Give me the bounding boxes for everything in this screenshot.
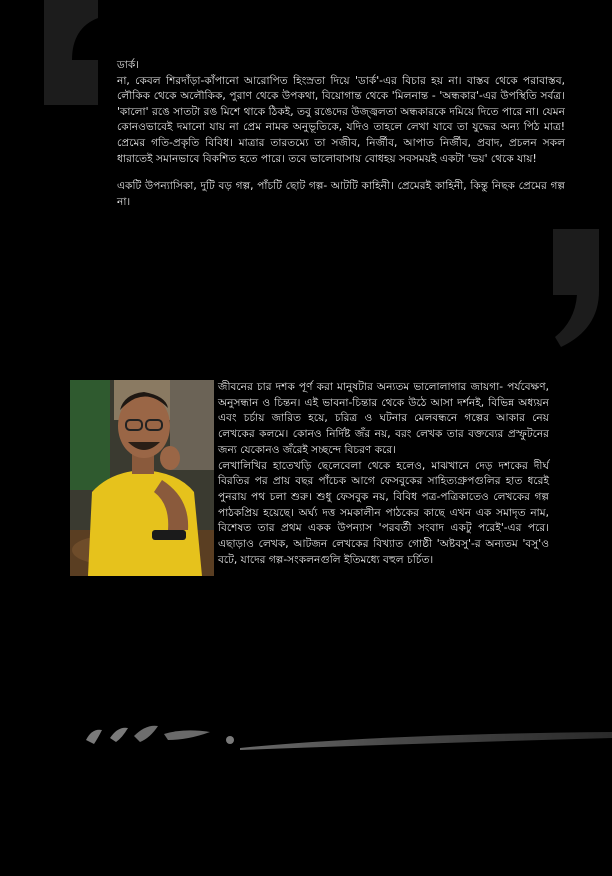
brush-stroke-decoration (80, 718, 612, 758)
bio-paragraph-1: জীবনের চার দশক পূর্ণ করা মানুষটার অন্যতম ভালোলাগার জায়গা- পর্যবেক্ষণ, অনুসন্ধান ও চিন্তন। এই ভাবনা-চিন্তার থেকে উঠে আসা দর্শনই, বিভিন্ন অধ্যয়ন এবং চর্চায় জারিত হয়ে, চরিত্র ও ঘটনার মেলবন্ধনে গল্পের আকার নেয় লেখকের কলমে। কোনও নির্দিষ্ট জঁর নয়, বরং লেখক তার বক্তব্যের প্রস্ফুটনের জন্য যেকোনও জঁরেই সচ্ছন্দে বিচরণ করে। (218, 381, 549, 456)
author-photo (70, 380, 214, 576)
blurb-paragraph-2: একটি উপন্যাসিকা, দুটি বড় গল্প, পাঁচটি ছোট গল্প- আটটি কাহিনী। প্রেমেরই কাহিনী, কিন্তু নিছক প্রেমের গল্প না। (117, 180, 565, 208)
blurb-paragraph-1: না, কেবল শিরদাঁড়া-কাঁপানো আরোপিত হিংস্রতা দিয়ে 'ডার্ক'-এর বিচার হয় না। বাস্তব থেকে পরাবাস্তব, লৌকিক থেকে অলৌকিক, পুরাণ থেকে উপকথা, বিয়োগান্ত থেকে 'মিলনান্ত - 'অন্ধকার'-এর উপস্থিতি সর্বত্র। 'কালো' রঙে সাতটা রঙ মিশে থাকে ঠিকই, তবু রঙেদের উজ্জ্বলতা অন্ধকারকে দমিয়ে দিতে পারে না। যেমন কোনওভাবেই দমানো যায় না প্রেম নামক অনুভূতিকে, যদিও তাহলে লেখা যাবে তা যুদ্ধের অন্য পিঠ মাত্র! প্রেমের গতি-প্রকৃতি বিবিধ। মাত্রার তারতম্যে তা সজীব, নির্জীব, আপাত নির্জীব, প্রবাদ, প্রচলন সকল ধারাতেই সমানভাবে বিকশিত হতে পারে। তবে ভালোবাসায় বোধহয় সবসময়ই একটা 'ভয়' থেকে যায়! (117, 74, 565, 165)
bio-paragraph-2: লেখালিখির হাতেখড়ি ছেলেবেলা থেকে হলেও, মাঝখানে দেড় দশকের দীর্ঘ বিরতির পর প্রায় বছর পাঁচেক আগে ফেসবুকের সাহিত্যগ্রুপগুলির হাত ধরেই পুনরায় পথ চলা শুরু। শুধু ফেসবুক নয়, বিবিধ পত্র-পত্রিকাতেও লেখকের গল্প পাঠকপ্রিয় হয়েছে। অর্ঘ্য দত্ত সমকালীন পাঠকের কাছে এখন এক সমাদৃত নাম, বিশেষত তার প্রথম একক উপন্যাস 'পরবর্তী সংবাদ একটু পরেই'-এর পরে। এছাড়াও লেখক, আটজন লেখকের বিখ্যাত গোষ্ঠী 'অষ্টবসু'-র অন্যতম 'বসু'ও বটে, যাদের গল্প-সংকলনগুলি ইতিমধ্যে বহুল চর্চিত। (218, 459, 549, 566)
back-cover-blurb (117, 58, 565, 222)
author-bio (218, 380, 549, 568)
opening-quote-mark-icon (36, 0, 106, 105)
blurb-title-line: ডার্ক। (117, 59, 140, 71)
closing-quote-mark-icon (549, 229, 603, 347)
